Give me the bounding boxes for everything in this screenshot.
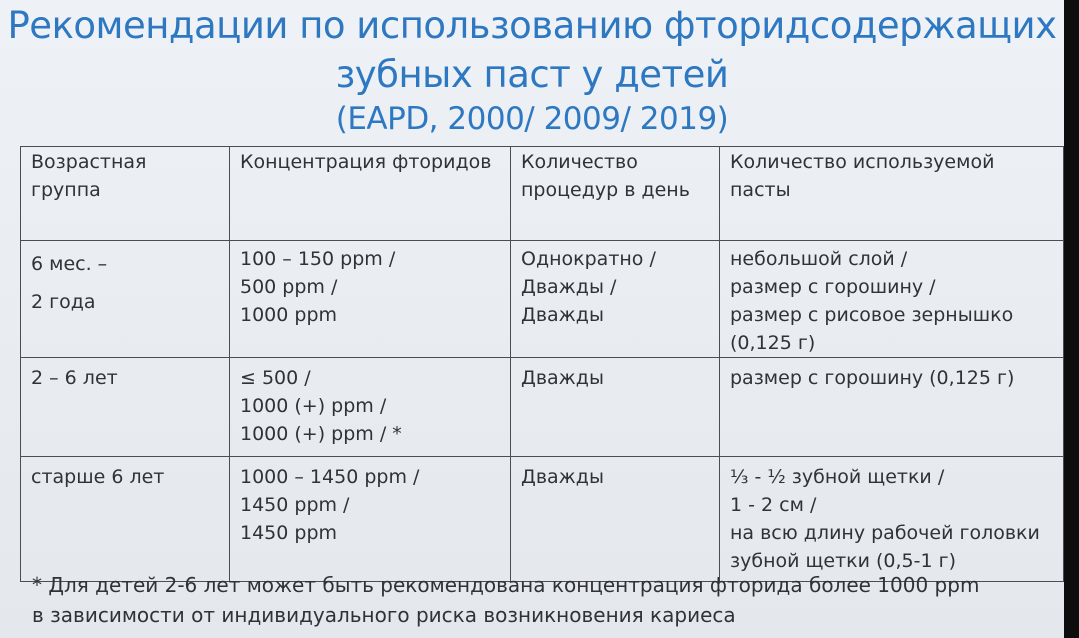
footnote <box>32 570 979 630</box>
cell-procedures: Дважды <box>511 457 720 582</box>
cell-concentration: 100 – 150 ppm / 500 ppm / 1000 ppm <box>230 241 511 358</box>
cell-concentration: ≤ 500 / 1000 (+) ppm / 1000 (+) ppm / * <box>230 358 511 457</box>
header-cell-procedures: Количество процедур в день <box>511 147 720 241</box>
cell-age-group: 6 мес. – 2 года <box>21 241 230 358</box>
cell-age-group: 2 – 6 лет <box>21 358 230 457</box>
footnote-line: в зависимости от индивидуального риска возникновения кариеса <box>32 603 736 627</box>
table-row <box>21 241 1064 358</box>
table-header-row <box>21 147 1064 241</box>
footnote-line: * Для детей 2-6 лет может быть рекомендована концентрация фторида более 1000 ppm <box>32 573 980 597</box>
header-cell-age-group: Возрастная группа <box>21 147 230 241</box>
recommendations-table <box>20 146 1064 582</box>
slide-subtitle: (EAPD, 2000/ 2009/ 2019) <box>335 101 729 137</box>
header-cell-concentration: Концентрация фторидов <box>230 147 511 241</box>
table-row <box>21 358 1064 457</box>
cell-amount: ⅓ - ½ зубной щетки / 1 - 2 см / на всю длину рабочей головки зубной щетки (0,5-1 г) <box>720 457 1064 582</box>
slide-title: Рекомендации по использованию фторидсодержащих <box>7 4 1057 47</box>
screen-edge <box>1064 0 1079 638</box>
header-cell-amount: Количество используемой пасты <box>720 147 1064 241</box>
cell-age-group: старше 6 лет <box>21 457 230 582</box>
cell-procedures: Однократно / Дважды / Дважды <box>511 241 720 358</box>
cell-procedures: Дважды <box>511 358 720 457</box>
table-row <box>21 457 1064 582</box>
cell-amount: небольшой слой / размер с горошину / размер с рисовое зернышко (0,125 г) <box>720 241 1064 358</box>
cell-amount: размер с горошину (0,125 г) <box>720 358 1064 457</box>
slide-title-line2: зубных паст у детей <box>335 53 729 96</box>
cell-concentration: 1000 – 1450 ppm / 1450 ppm / 1450 ppm <box>230 457 511 582</box>
